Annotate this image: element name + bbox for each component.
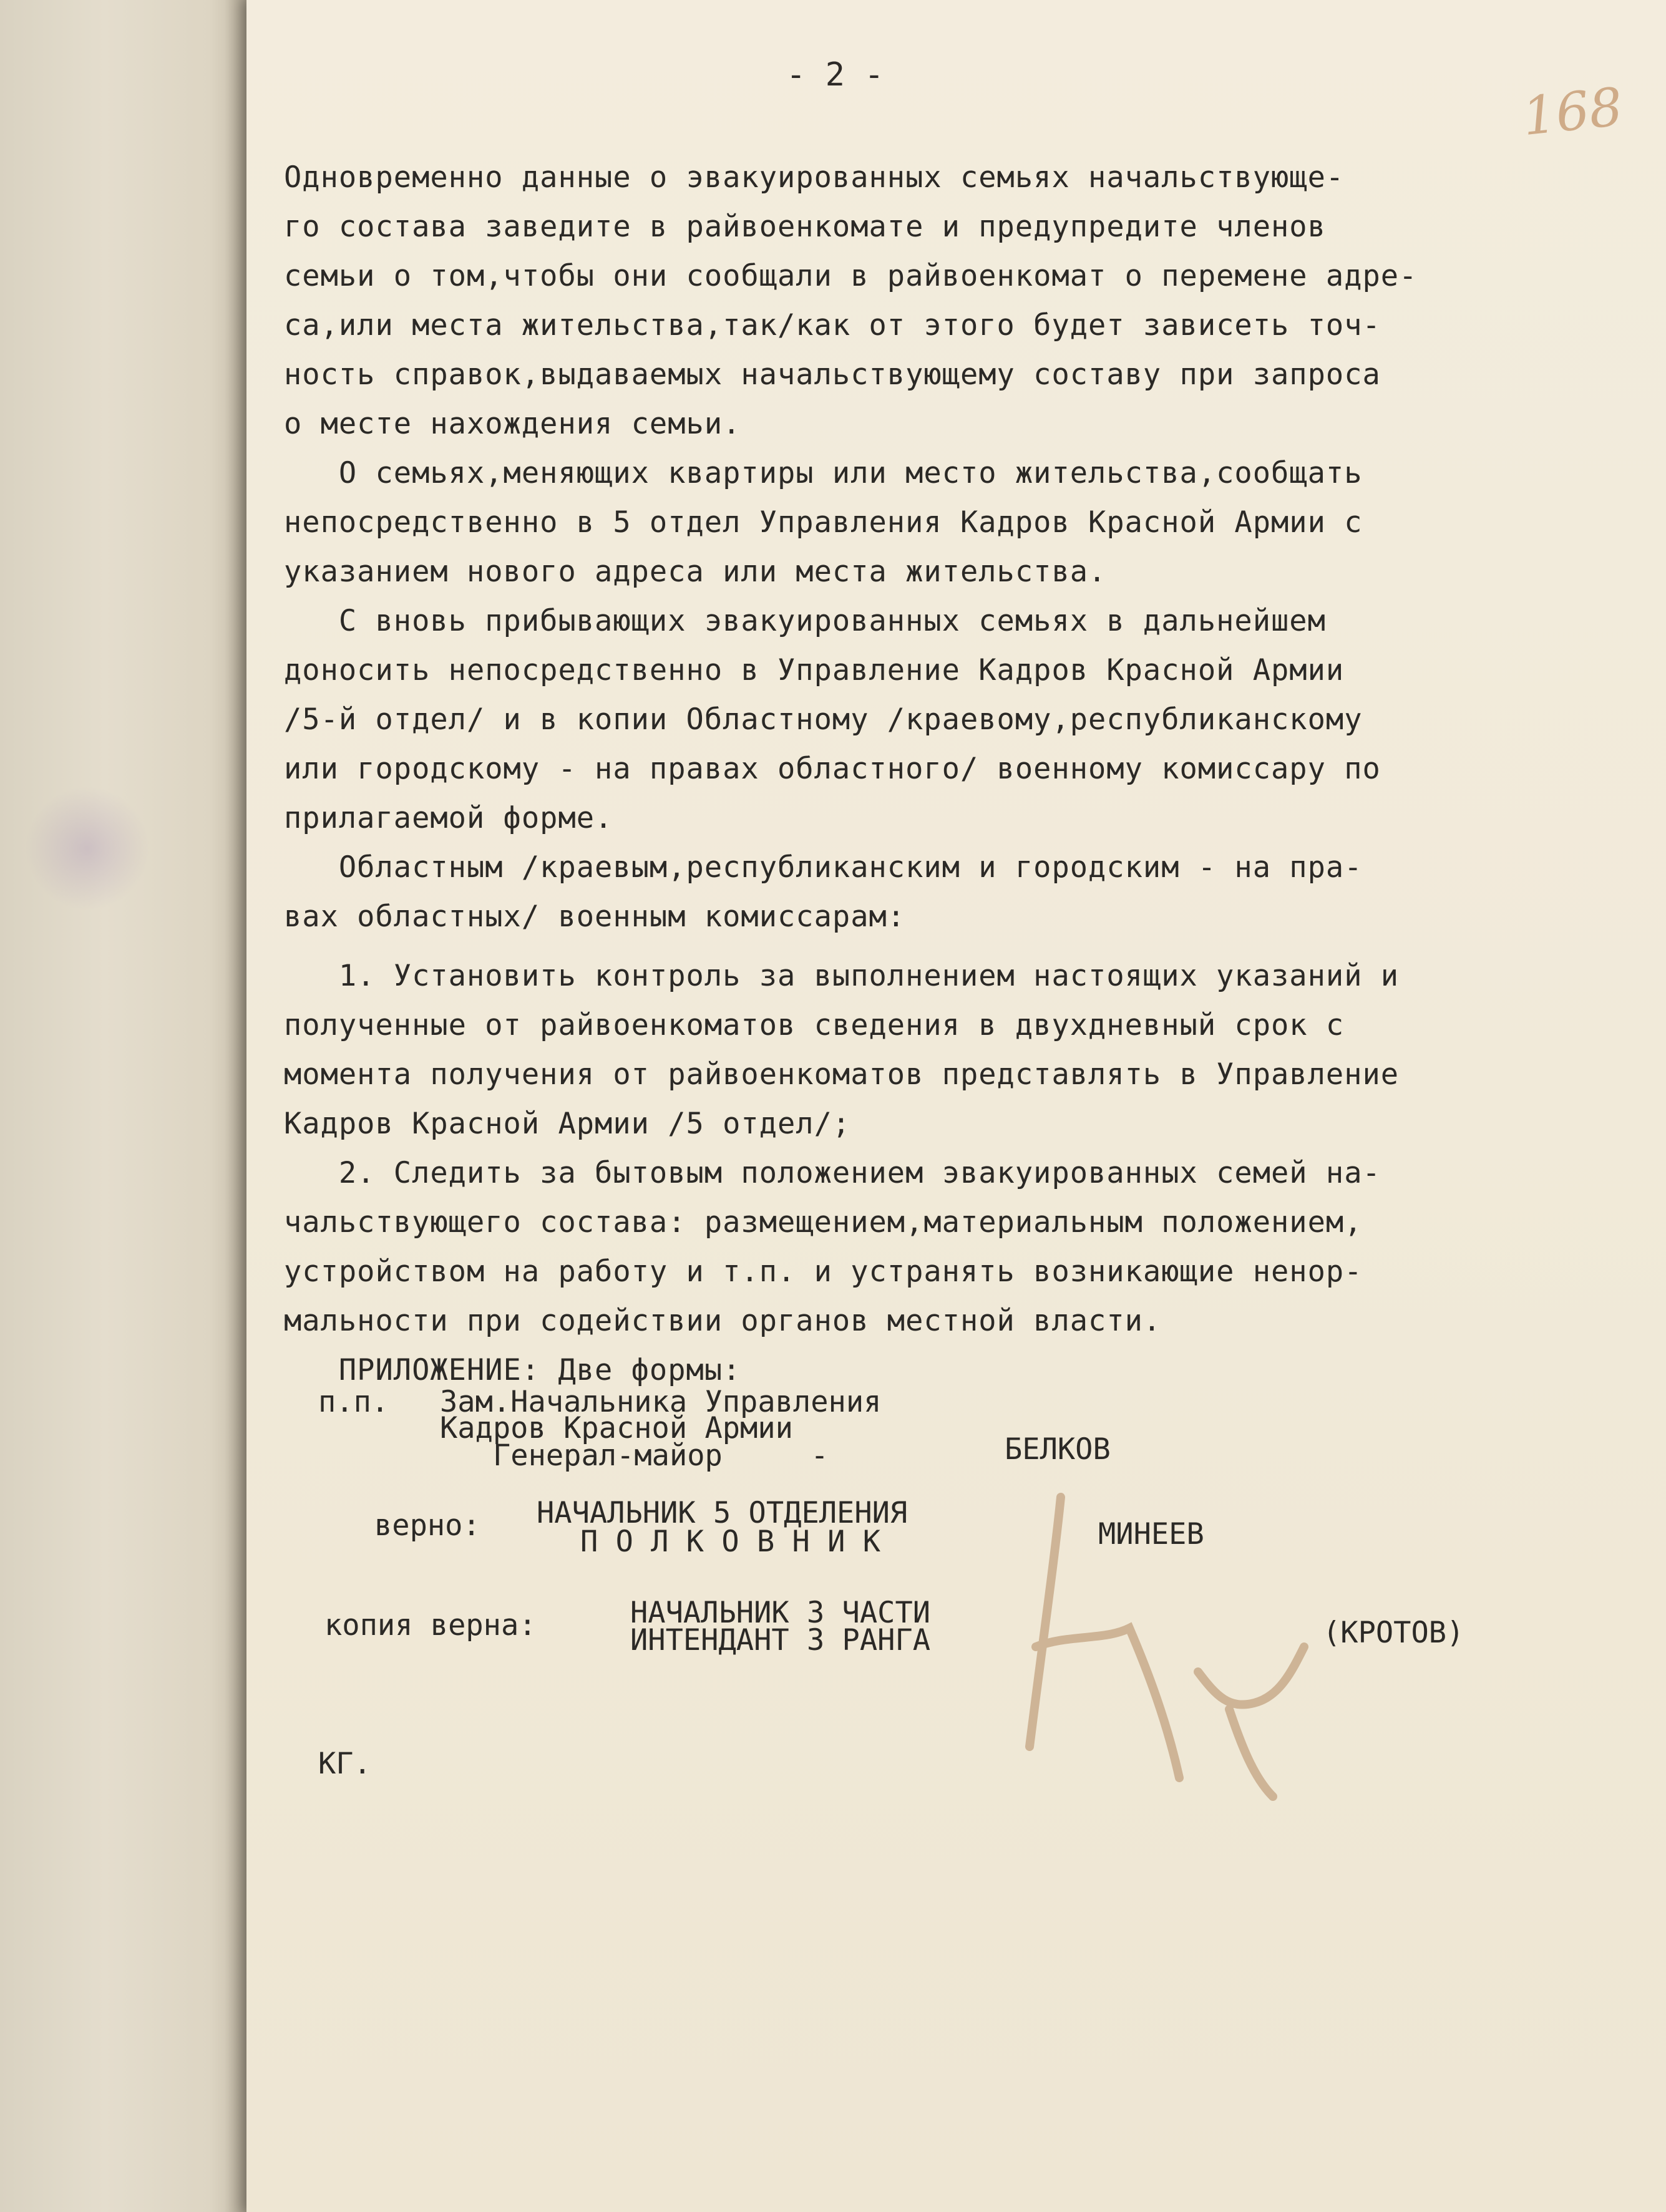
- archive-sheet-number: 168: [1519, 75, 1626, 148]
- signature-title-line: Генерал-майор -: [493, 1438, 829, 1473]
- signature-title-line: П О Л К О В Н И К: [580, 1525, 881, 1559]
- handwritten-signature: [905, 1485, 1342, 1809]
- faded-stamp: [25, 786, 150, 911]
- page-number: - 2 -: [786, 56, 884, 94]
- body-line: чальствующего состава: размещением,материальным положением,: [284, 1205, 1363, 1239]
- underlying-previous-page: [0, 0, 262, 2212]
- signature-prefix-verno: верно:: [374, 1508, 480, 1543]
- body-line: указанием нового адреса или места жительства.: [284, 555, 1107, 589]
- signature-title-line: НАЧАЛЬНИК 3 ЧАСТИ: [630, 1596, 931, 1630]
- body-line: ПРИЛОЖЕНИЕ: Две формы:: [284, 1353, 741, 1387]
- body-line: семьи о том,чтобы они сообщали в райвоенкомат о перемене адре-: [284, 259, 1418, 293]
- body-line: непосредственно в 5 отдел Управления Кадров Красной Армии с: [284, 505, 1363, 540]
- body-line: Кадров Красной Армии /5 отдел/;: [284, 1107, 851, 1141]
- body-line: момента получения от райвоенкоматов представлять в Управление: [284, 1057, 1400, 1092]
- signatory-name: БЕЛКОВ: [1005, 1432, 1111, 1467]
- body-line: 1. Установить контроль за выполнением настоящих указаний и: [284, 959, 1400, 993]
- body-line: или городскому - на правах областного/ военному комиссару по: [284, 752, 1381, 786]
- body-line: го состава заведите в райвоенкомате и предупредите членов: [284, 210, 1326, 244]
- signature-prefix-pp: п.п.: [318, 1385, 389, 1419]
- document-body: [284, 153, 1551, 1395]
- body-line: С вновь прибывающих эвакуированных семьях в дальнейшем: [284, 604, 1326, 638]
- body-line: Одновременно данные о эвакуированных семьях начальствующе-: [284, 160, 1345, 195]
- typist-mark: КГ.: [318, 1747, 371, 1781]
- body-line: доносить непосредственно в Управление Кадров Красной Армии: [284, 653, 1345, 687]
- body-line: /5-й отдел/ и в копии Областному /краевому,республиканскому: [284, 702, 1363, 737]
- body-line: полученные от райвоенкоматов сведения в двухдневный срок с: [284, 1008, 1345, 1042]
- signature-prefix-copy: копия верна:: [324, 1608, 537, 1642]
- body-line: са,или места жительства,так/как от этого будет зависеть точ-: [284, 308, 1381, 342]
- body-line: О семьях,меняющих квартиры или место жительства,сообщать: [284, 456, 1363, 490]
- body-line: прилагаемой форме.: [284, 801, 613, 835]
- body-line: 2. Следить за бытовым положением эвакуированных семей на-: [284, 1156, 1381, 1190]
- body-line: устройством на работу и т.п. и устранять возникающие ненор-: [284, 1254, 1363, 1289]
- signatory-name: (КРОТОВ): [1323, 1616, 1464, 1650]
- body-line: мальности при содействии органов местной власти.: [284, 1304, 1162, 1338]
- signatory-name: МИНЕЕВ: [1098, 1517, 1204, 1551]
- body-line: Областным /краевым,республиканским и городским - на пра-: [284, 850, 1363, 885]
- signature-title-line: НАЧАЛЬНИК 5 ОТДЕЛЕНИЯ: [537, 1496, 908, 1530]
- signature-title-line: ИНТЕНДАНТ 3 РАНГА: [630, 1623, 931, 1657]
- signature-title-line: Зам.Начальника Управления: [440, 1385, 882, 1419]
- body-line: о месте нахождения семьи.: [284, 407, 741, 441]
- body-line: ность справок,выдаваемых начальствующему составу при запроса: [284, 357, 1381, 392]
- body-line: вах областных/ военным комиссарам:: [284, 900, 906, 934]
- signature-title-line: Кадров Красной Армии: [440, 1411, 793, 1445]
